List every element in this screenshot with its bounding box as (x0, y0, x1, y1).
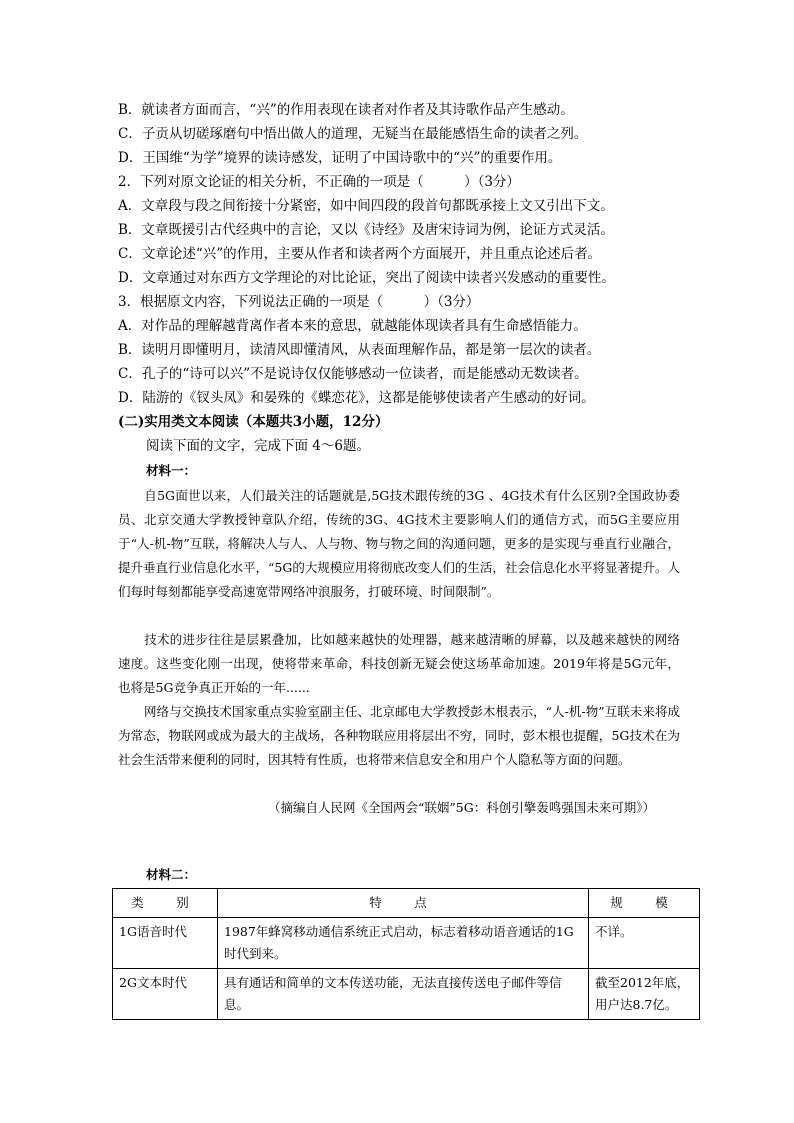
material1-paragraph: 技术的进步往往是层累叠加，比如越来越快的处理器，越来越清晰的屏幕，以及越来越快的网络速度。这些变化刚一出现，使将带来革命，科技创新无疑会使这场革命加速。2019年将是5G元年，也将是5G竞争真正开始的一年...... (118, 632, 680, 695)
question2-option-d: D．文章通过对东西方文学理论的对比论证，突出了阅读中读者兴发感动的重要性。 (118, 270, 615, 286)
question1-option-c: C．子贡从切磋琢磨句中悟出做人的道理，无疑当在最能感悟生命的读者之列。 (118, 126, 588, 142)
question1-option-d: D．王国维“为学”境界的读诗感发，证明了中国诗歌中的“兴”的重要作用。 (118, 150, 562, 166)
cell-scale: 不详。 (589, 918, 700, 969)
material2-label: 材料二： (146, 867, 197, 882)
question3-stem: 3．根据原文内容，下列说法正确的一项是（ ）（3分） (118, 294, 480, 310)
material1-paragraph: 网络与交换技术国家重点实验室副主任、北京邮电大学教授彭木根表示，“人-机-物”互联未来将成为常态，物联网或成为最大的主战场，各种物联应用将层出不穷，同时，彭木根也提醒，5G技术在为社会生活带来便利的同时，因其特有性质，也将带来信息安全和用户个人隐私等方面的问题。 (118, 704, 680, 767)
header-category: 类 别 (113, 889, 218, 918)
table-row (113, 918, 700, 969)
generation-table (112, 888, 700, 1020)
table-row (113, 969, 700, 1020)
material1-paragraph: 自5G面世以来，人们最关注的话题就是,5G技术跟传统的3G 、4G技术有什么区别?全国政协委员、北京交通大学教授钟章队介绍，传统的3G、4G技术主要影响人们的通信方式，而5G主要应用于“人-机-物”互联，将解决人与人、人与物、物与物之间的沟通问题，更多的是实现与垂直行业融合，提升垂直行业信息化水平，“5G的大规模应用将彻底改变人们的生活，社会信息化水平将显著提升。人们每时每刻都能享受高速宽带网络冲浪服务，打破环境、时间限制”。 (118, 488, 680, 599)
question3-option-c: C．孔子的“诗可以兴”不是说诗仅仅能够感动一位读者，而是能感动无数读者。 (118, 366, 588, 382)
question2-option-a: A．文章段与段之间衔接十分紧密，如中间四段的段首句都既承接上文又引出下文。 (118, 198, 614, 214)
cell-features: 具有通话和简单的文本传送功能，无法直接传送电子邮件等信息。 (218, 969, 589, 1020)
question2-stem: 2．下列对原文论证的相关分析，不正确的一项是（ ）（3分） (118, 174, 520, 190)
section-instruction: 阅读下面的文字，完成下面 4～6题。 (146, 438, 370, 454)
table-header-row (113, 889, 700, 918)
cell-category: 2G文本时代 (113, 969, 218, 1020)
cell-scale: 截至2012年底，用户达8.7亿。 (589, 969, 700, 1020)
question3-option-a: A．对作品的理解越背离作者本来的意思，就越能体现读者具有生命感悟能力。 (118, 318, 587, 334)
header-features: 特 点 (218, 889, 589, 918)
header-scale: 规 模 (589, 889, 700, 918)
question3-option-d: D．陆游的《钗头凤》和晏殊的《蝶恋花》，这都是能够使读者产生感动的好词。 (118, 390, 595, 406)
question1-option-b: B．就读者方面而言，“兴”的作用表现在读者对作者及其诗歌作品产生感动。 (118, 102, 574, 118)
question3-option-b: B．读明月即懂明月，读清风即懂清风，从表面理解作品，都是第一层次的读者。 (118, 342, 601, 358)
section-heading: (二)实用类文本阅读（本题共3小题，12分） (118, 414, 389, 430)
material1-source: （摘编自人民网《全国两会“联姻”5G：科创引擎轰鸣强国未来可期》） (268, 800, 655, 815)
cell-features: 1987年蜂窝移动通信系统正式启动，标志着移动语音通话的1G时代到来。 (218, 918, 589, 969)
question2-option-b: B．文章既援引古代经典中的言论，又以《诗经》及唐宋诗词为例，论证方式灵活。 (118, 222, 614, 238)
cell-category: 1G语音时代 (113, 918, 218, 969)
question2-option-c: C．文章论述“兴”的作用，主要从作者和读者两个方面展开，并且重点论述后者。 (118, 246, 602, 262)
material1-label: 材料一： (146, 463, 197, 478)
